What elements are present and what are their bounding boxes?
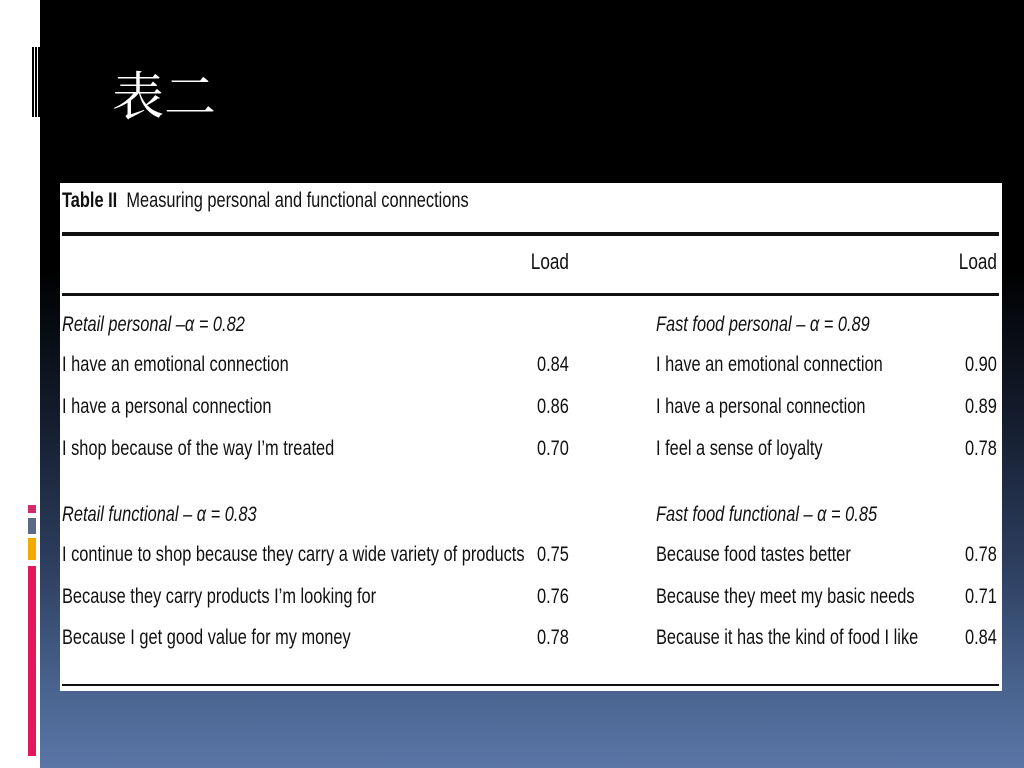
group-heading-retail-personal: Retail personal –α = 0.82: [62, 313, 245, 336]
table-row-load: 0.75: [537, 543, 569, 566]
table-caption-text: Measuring personal and functional connections: [126, 189, 469, 212]
table-row-load: 0.76: [537, 585, 569, 608]
table-row-load: 0.84: [537, 353, 569, 376]
slide-title: 表二: [112, 68, 217, 128]
table-row-load: 0.89: [965, 395, 997, 418]
table-row-load: 0.71: [965, 585, 997, 608]
decorative-accent-orange: [28, 538, 36, 560]
table-row-load: 0.78: [965, 543, 997, 566]
table-row-load: 0.90: [965, 353, 997, 376]
table-row-item: Because they meet my basic needs: [656, 585, 915, 608]
group-heading-retail-functional: Retail functional – α = 0.83: [62, 503, 257, 526]
table-row-item: Because they carry products I’m looking for: [62, 585, 377, 608]
table-row-item: I shop because of the way I’m treated: [62, 437, 335, 460]
table-row-item: I feel a sense of loyalty: [656, 437, 823, 460]
table-row-item: Because food tastes better: [656, 543, 851, 566]
table-top-rule: [62, 232, 999, 236]
table-image-panel: [60, 183, 1002, 691]
group-heading-fast-food-functional: Fast food functional – α = 0.85: [656, 503, 878, 526]
table-row-load: 0.70: [537, 437, 569, 460]
table-row-load: 0.86: [537, 395, 569, 418]
table-row-load: 0.78: [965, 437, 997, 460]
decorative-accent-gray: [28, 518, 36, 534]
table-row-item: I have an emotional connection: [62, 353, 289, 376]
column-header-load-right: Load: [958, 249, 997, 274]
decorative-accent-pink: [28, 505, 36, 513]
table-caption: [62, 189, 469, 213]
table-row-item: Because I get good value for my money: [62, 626, 351, 649]
table-row-load: 0.78: [537, 626, 569, 649]
decorative-striped-bar: [32, 47, 40, 117]
table-row-load: 0.84: [965, 626, 997, 649]
table-header-rule: [62, 293, 999, 296]
table-row-item: I continue to shop because they carry a wide variety of products: [62, 543, 525, 566]
table-caption-label: Table II: [62, 189, 118, 212]
decorative-accent-magenta: [28, 566, 36, 756]
group-heading-fast-food-personal: Fast food personal – α = 0.89: [656, 313, 870, 336]
table-row-item: Because it has the kind of food I like: [656, 626, 919, 649]
table-row-item: I have an emotional connection: [656, 353, 883, 376]
table-bottom-rule: [62, 684, 999, 686]
column-header-load-left: Load: [530, 249, 569, 274]
table-row-item: I have a personal connection: [62, 395, 272, 418]
table-row-item: I have a personal connection: [656, 395, 866, 418]
